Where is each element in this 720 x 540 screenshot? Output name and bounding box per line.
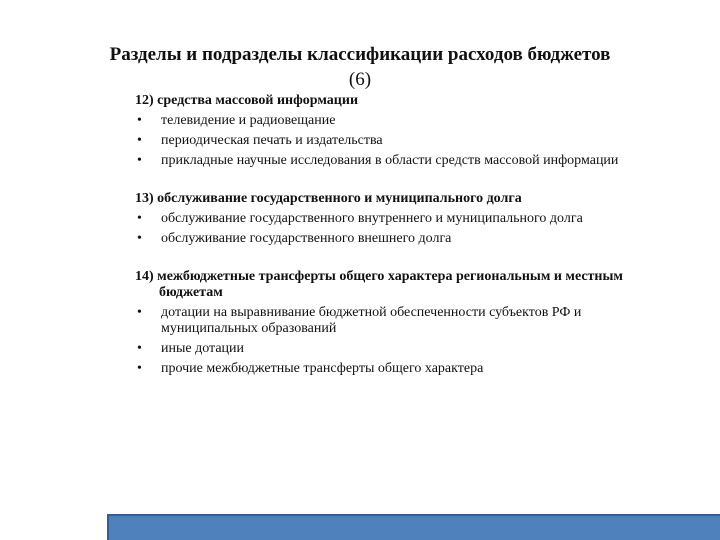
slide-title-main: Разделы и подразделы классификации расходов бюджетов [109, 44, 611, 65]
bullet-icon: • [137, 133, 142, 148]
list-item: • обслуживание государственного внешнего долга [137, 231, 452, 246]
bullet-icon: • [137, 113, 142, 128]
section-13 [135, 191, 675, 247]
bullet-icon: • [137, 341, 142, 356]
list-item: • периодическая печать и издательства [137, 133, 383, 148]
slide-title-number: (6) [348, 69, 372, 90]
content [135, 93, 675, 399]
bullet-list [135, 305, 675, 377]
list-item: • дотации на выравнивание бюджетной обеспеченности субъектов РФ и муниципальных образований [137, 305, 582, 336]
bullet-list [135, 211, 675, 247]
bullet-icon: • [137, 361, 142, 376]
bullet-icon: • [137, 231, 142, 246]
slide-title [30, 44, 690, 91]
section-14 [135, 269, 675, 377]
section-heading: 14) межбюджетные трансферты общего характера региональным и местным бюджетам [135, 269, 623, 300]
footer-bar [107, 514, 720, 540]
bullet-list [135, 113, 675, 169]
section-heading: 13) обслуживание государственного и муниципального долга [135, 191, 522, 206]
bullet-icon: • [137, 305, 142, 320]
list-item: • прочие межбюджетные трансферты общего характера [137, 361, 484, 376]
list-item: • телевидение и радиовещание [137, 113, 336, 128]
section-12 [135, 93, 675, 169]
bullet-icon: • [137, 153, 142, 168]
list-item: • иные дотации [137, 341, 245, 356]
list-item: • обслуживание государственного внутреннего и муниципального долга [137, 211, 583, 226]
bullet-icon: • [137, 211, 142, 226]
list-item: • прикладные научные исследования в области средств массовой информации [137, 153, 619, 168]
section-heading: 12) средства массовой информации [135, 93, 359, 108]
